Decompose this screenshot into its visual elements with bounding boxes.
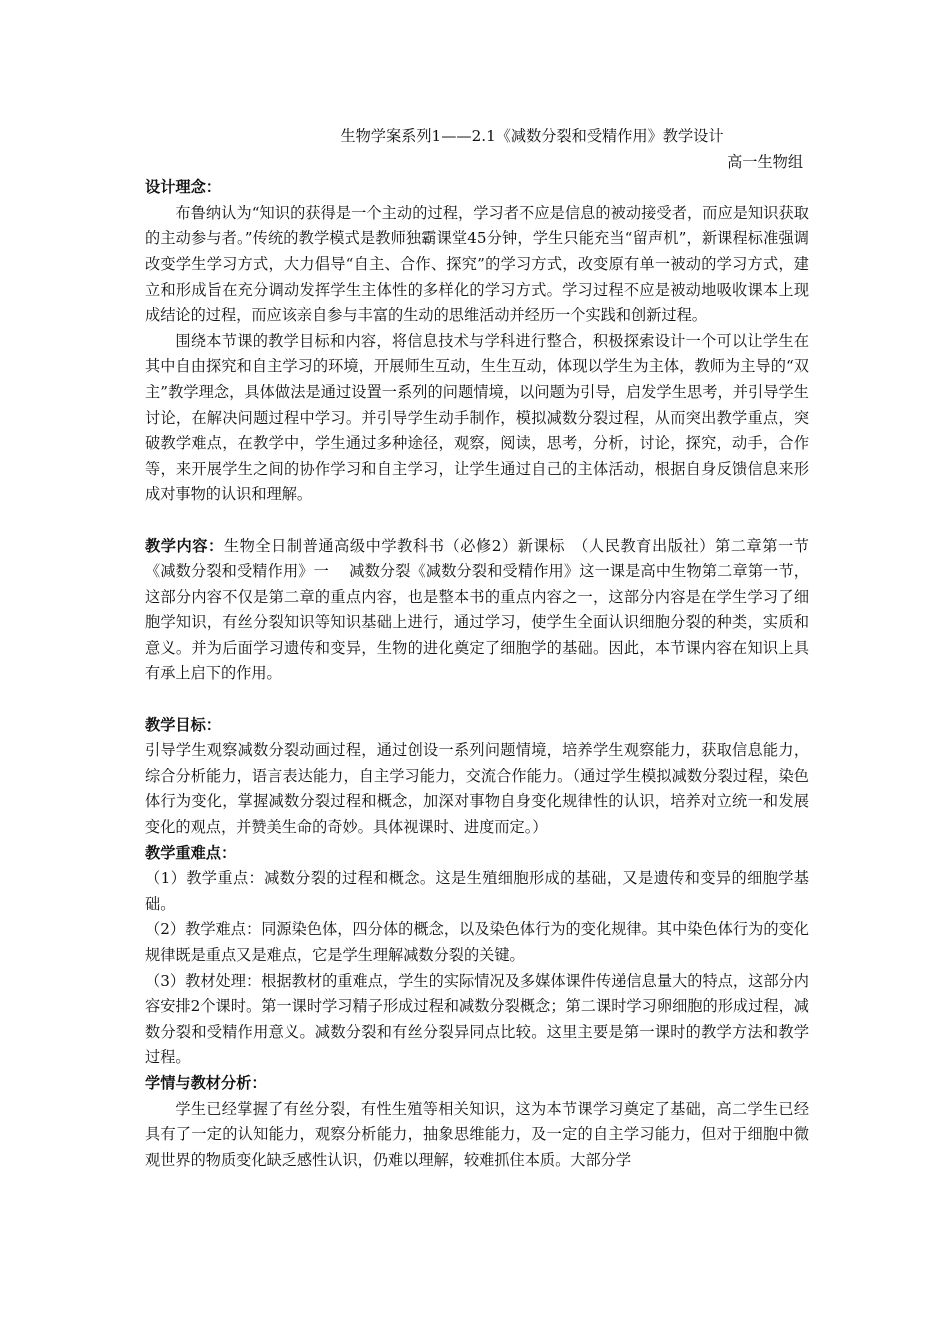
paragraph-teaching-objectives: 引导学生观察减数分裂动画过程，通过创设一系列问题情境，培养学生观察能力，获取信息能力，综合分析能力，语言表达能力，自主学习能力，交流合作能力。（通过学生模拟减数分裂过程，染色体行为变化，掌握减数分裂过程和概念，加深对事物自身变化规律性的认识，培养对立统一和发展变化的观点，并赞美生命的奇妙。具体视课时、进度而定。）: [145, 741, 809, 837]
key-point-item-3: （3）教材处理：根据教材的重难点，学生的实际情况及多媒体课件传递信息量大的特点，这部分内容安排2个课时。第一课时学习精子形成过程和减数分裂概念；第二课时学习卵细胞的形成过程，减数分裂和受精作用意义。减数分裂和有丝分裂异同点比较。这里主要是第一课时的教学方法和教学过程。: [145, 971, 809, 1067]
heading-design-concept: 设计理念：: [145, 178, 221, 197]
heading-teaching-content: 教学内容：: [145, 536, 224, 555]
paragraph-analysis: 学生已经掌握了有丝分裂，有性生殖等相关知识，这为本节课学习奠定了基础，高二学生已经具有了一定的认知能力，观察分析能力，抽象思维能力，及一定的自主学习能力，但对于细胞中微观世界的物质变化缺乏感性认识，仍难以理解，较难抓住本质。大部分学: [145, 1099, 809, 1169]
key-point-item-1: （1）教学重点：减数分裂的过程和概念。这是生殖细胞形成的基础，又是遗传和变异的细胞学基础。: [145, 869, 809, 913]
paragraph-design-concept-2: 围绕本节课的教学目标和内容，将信息技术与学科进行整合，积极探索设计一个可以让学生在其中自由探究和自主学习的环境，开展师生互动，生生互动，体现以学生为主体，教师为主导的“双主”教学理念，具体做法是通过设置一系列的问题情境，以问题为引导，启发学生思考，并引导学生讨论，在解决问题过程中学习。并引导学生动手制作，模拟减数分裂过程，从而突出教学重点，突破教学难点，在教学中，学生通过多种途径，观察，阅读，思考，分析，讨论，探究，动手，合作等，来开展学生之间的协作学习和自主学习，让学生通过自己的主体活动，根据自身反馈信息来形成对事物的认识和理解。: [145, 331, 809, 504]
spacer: [145, 687, 809, 713]
heading-key-points: 教学重难点：: [145, 843, 237, 862]
spacer: [145, 508, 809, 534]
document-page: [145, 124, 809, 1173]
document-title: 生物学案系列1——2.1《减数分裂和受精作用》教学设计: [340, 127, 724, 145]
heading-teaching-objectives: 教学目标：: [145, 715, 221, 734]
document-author: 高一生物组: [727, 152, 803, 171]
paragraph-teaching-content: [145, 534, 809, 688]
paragraph-design-concept-1: 布鲁纳认为“知识的获得是一个主动的过程，学习者不应是信息的被动接受者，而应是知识获取的主动参与者。”传统的教学模式是教师独霸课堂45分钟，学生只能充当“留声机”，新课程标准强调改变学生学习方式，大力倡导“自主、合作、探究”的学习方式，改变原有单一被动的学习方式，建立和形成旨在充分调动发挥学生主体性的多样化的学习方式。学习过程不应是被动地吸收课本上现成结论的过程，而应该亲自参与丰富的生动的思维活动并经历一个实践和创新过程。: [145, 203, 809, 325]
teaching-content-text: 生物全日制普通高级中学教科书（必修2）新课标 （人民教育出版社）第二章第一节《减数分裂和受精作用》一 减数分裂《减数分裂和受精作用》这一课是高中生物第二章第一节，这部分内容不仅是第二章的重点内容，也是整本书的重点内容之一，这部分内容是在学生学习了细胞学知识，有丝分裂知识等知识基础上进行，通过学习，使学生全面认识细胞分裂的种类，实质和意义。并为后面学习遗传和变异，生物的进化奠定了细胞学的基础。因此，本节课内容在知识上具有承上启下的作用。: [145, 536, 809, 683]
heading-analysis: 学情与教材分析：: [145, 1073, 267, 1092]
key-point-item-2: （2）教学难点：同源染色体，四分体的概念，以及染色体行为的变化规律。其中染色体行为的变化规律既是重点又是难点，它是学生理解减数分裂的关键。: [145, 920, 809, 964]
